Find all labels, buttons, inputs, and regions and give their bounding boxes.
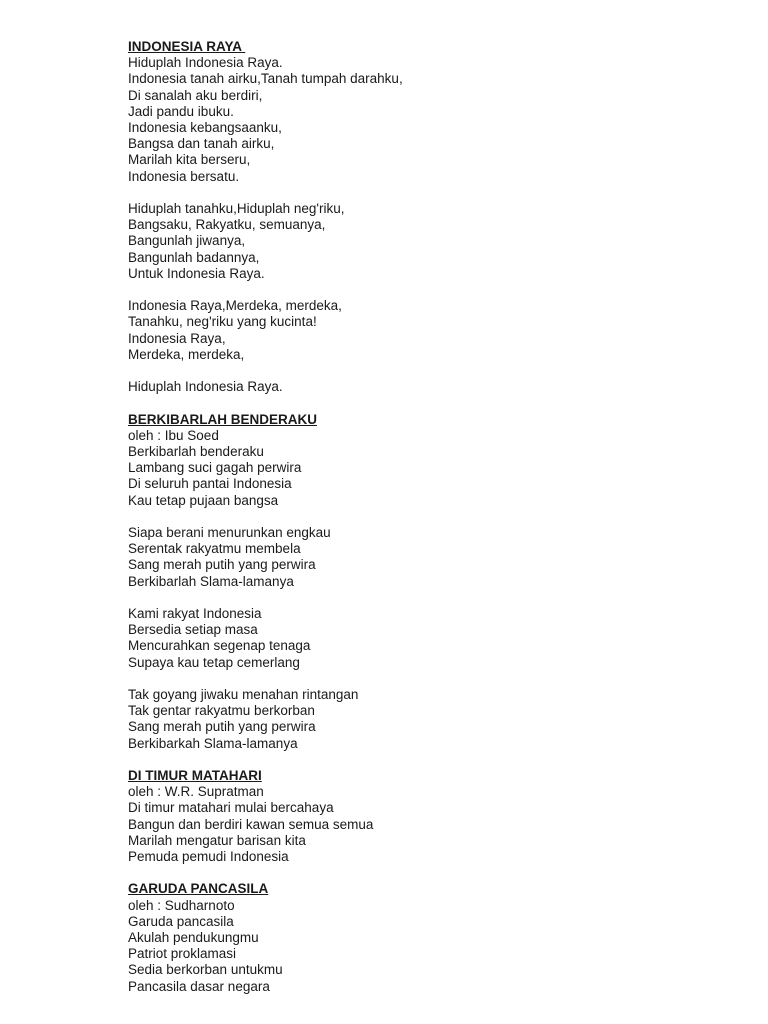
lyric-line: Pemuda pemudi Indonesia: [128, 849, 289, 865]
stanza: [128, 379, 728, 395]
lyric-line: Supaya kau tetap cemerlang: [128, 654, 300, 670]
lyric-line: Garuda pancasila: [128, 913, 234, 929]
lyric-line: Akulah pendukungmu: [128, 930, 259, 946]
lyric-line: Siapa berani menurunkan engkau: [128, 525, 331, 541]
lyric-line: Tak goyang jiwaku menahan rintangan: [128, 687, 359, 703]
lyric-line: Serentak rakyatmu membela: [128, 541, 301, 557]
stanza: [128, 800, 728, 865]
stanza: [128, 201, 728, 282]
lyric-line: Indonesia kebangsaanku,: [128, 120, 282, 136]
lyric-line: Bangsa dan tanah airku,: [128, 136, 275, 152]
song-author: oleh : Ibu Soed: [128, 427, 219, 443]
lyric-line: Bangunlah jiwanya,: [128, 233, 246, 249]
lyric-line: Mencurahkan segenap tenaga: [128, 638, 311, 654]
song-title: INDONESIA RAYA: [128, 39, 246, 54]
lyric-line: Sedia berkorban untukmu: [128, 962, 283, 978]
lyric-line: Merdeka, merdeka,: [128, 346, 245, 362]
song-title: GARUDA PANCASILA: [128, 881, 269, 897]
lyric-line: Kau tetap pujaan bangsa: [128, 492, 279, 508]
lyric-line: Indonesia Raya,Merdeka, merdeka,: [128, 298, 342, 314]
lyric-line: Berkibarlah Slama-lamanya: [128, 573, 294, 589]
lyric-line: Bersedia setiap masa: [128, 622, 258, 638]
lyric-line: Hiduplah tanahku,Hiduplah neg'riku,: [128, 201, 345, 217]
song-title: DI TIMUR MATAHARI: [128, 768, 262, 784]
lyric-line: Di sanalah aku berdiri,: [128, 87, 263, 103]
stanza: [128, 55, 728, 185]
lyric-line: Indonesia Raya,: [128, 330, 226, 346]
lyric-line: Pancasila dasar negara: [128, 978, 270, 994]
lyric-line: Tanahku, neg'riku yang kucinta!: [128, 314, 317, 330]
lyric-line: Jadi pandu ibuku.: [128, 103, 234, 119]
song-di-timur-matahari: [128, 768, 728, 865]
lyric-line: Patriot proklamasi: [128, 946, 237, 962]
lyric-line: Untuk Indonesia Raya.: [128, 265, 265, 281]
lyric-line: Lambang suci gagah perwira: [128, 460, 302, 476]
lyric-line: Kami rakyat Indonesia: [128, 606, 262, 622]
lyric-line: Di seluruh pantai Indonesia: [128, 476, 292, 492]
lyric-line: Tak gentar rakyatmu berkorban: [128, 703, 315, 719]
song-author: oleh : W.R. Supratman: [128, 784, 264, 800]
song-indonesia-raya: [128, 39, 728, 395]
stanza: [128, 606, 728, 671]
lyric-line: Sang merah putih yang perwira: [128, 719, 316, 735]
lyric-line: Indonesia bersatu.: [128, 168, 240, 184]
song-garuda-pancasila: [128, 881, 728, 994]
lyric-line: Berkibarlah benderaku: [128, 444, 264, 460]
lyric-line: Di timur matahari mulai bercahaya: [128, 800, 334, 816]
lyric-line: Hiduplah Indonesia Raya.: [128, 379, 283, 395]
lyric-line: Sang merah putih yang perwira: [128, 557, 316, 573]
lyric-line: Marilah kita berseru,: [128, 152, 251, 168]
lyric-line: Berkibarkah Slama-lamanya: [128, 735, 298, 751]
song-title: BERKIBARLAH BENDERAKU: [128, 411, 317, 427]
lyric-line: Marilah mengatur barisan kita: [128, 832, 306, 848]
stanza: [128, 444, 728, 509]
lyric-line: Bangsaku, Rakyatku, semuanya,: [128, 217, 326, 233]
song-berkibarlah-benderaku: [128, 412, 728, 752]
stanza: [128, 914, 728, 995]
song-author: oleh : Sudharnoto: [128, 897, 235, 913]
document-page: [128, 39, 728, 1011]
lyric-line: Indonesia tanah airku,Tanah tumpah darahku,: [128, 71, 403, 87]
lyric-line: Hiduplah Indonesia Raya.: [128, 55, 283, 71]
stanza: [128, 687, 728, 752]
stanza: [128, 525, 728, 590]
stanza: [128, 298, 728, 363]
lyric-line: Bangun dan berdiri kawan semua semua: [128, 816, 374, 832]
lyric-line: Bangunlah badannya,: [128, 249, 260, 265]
